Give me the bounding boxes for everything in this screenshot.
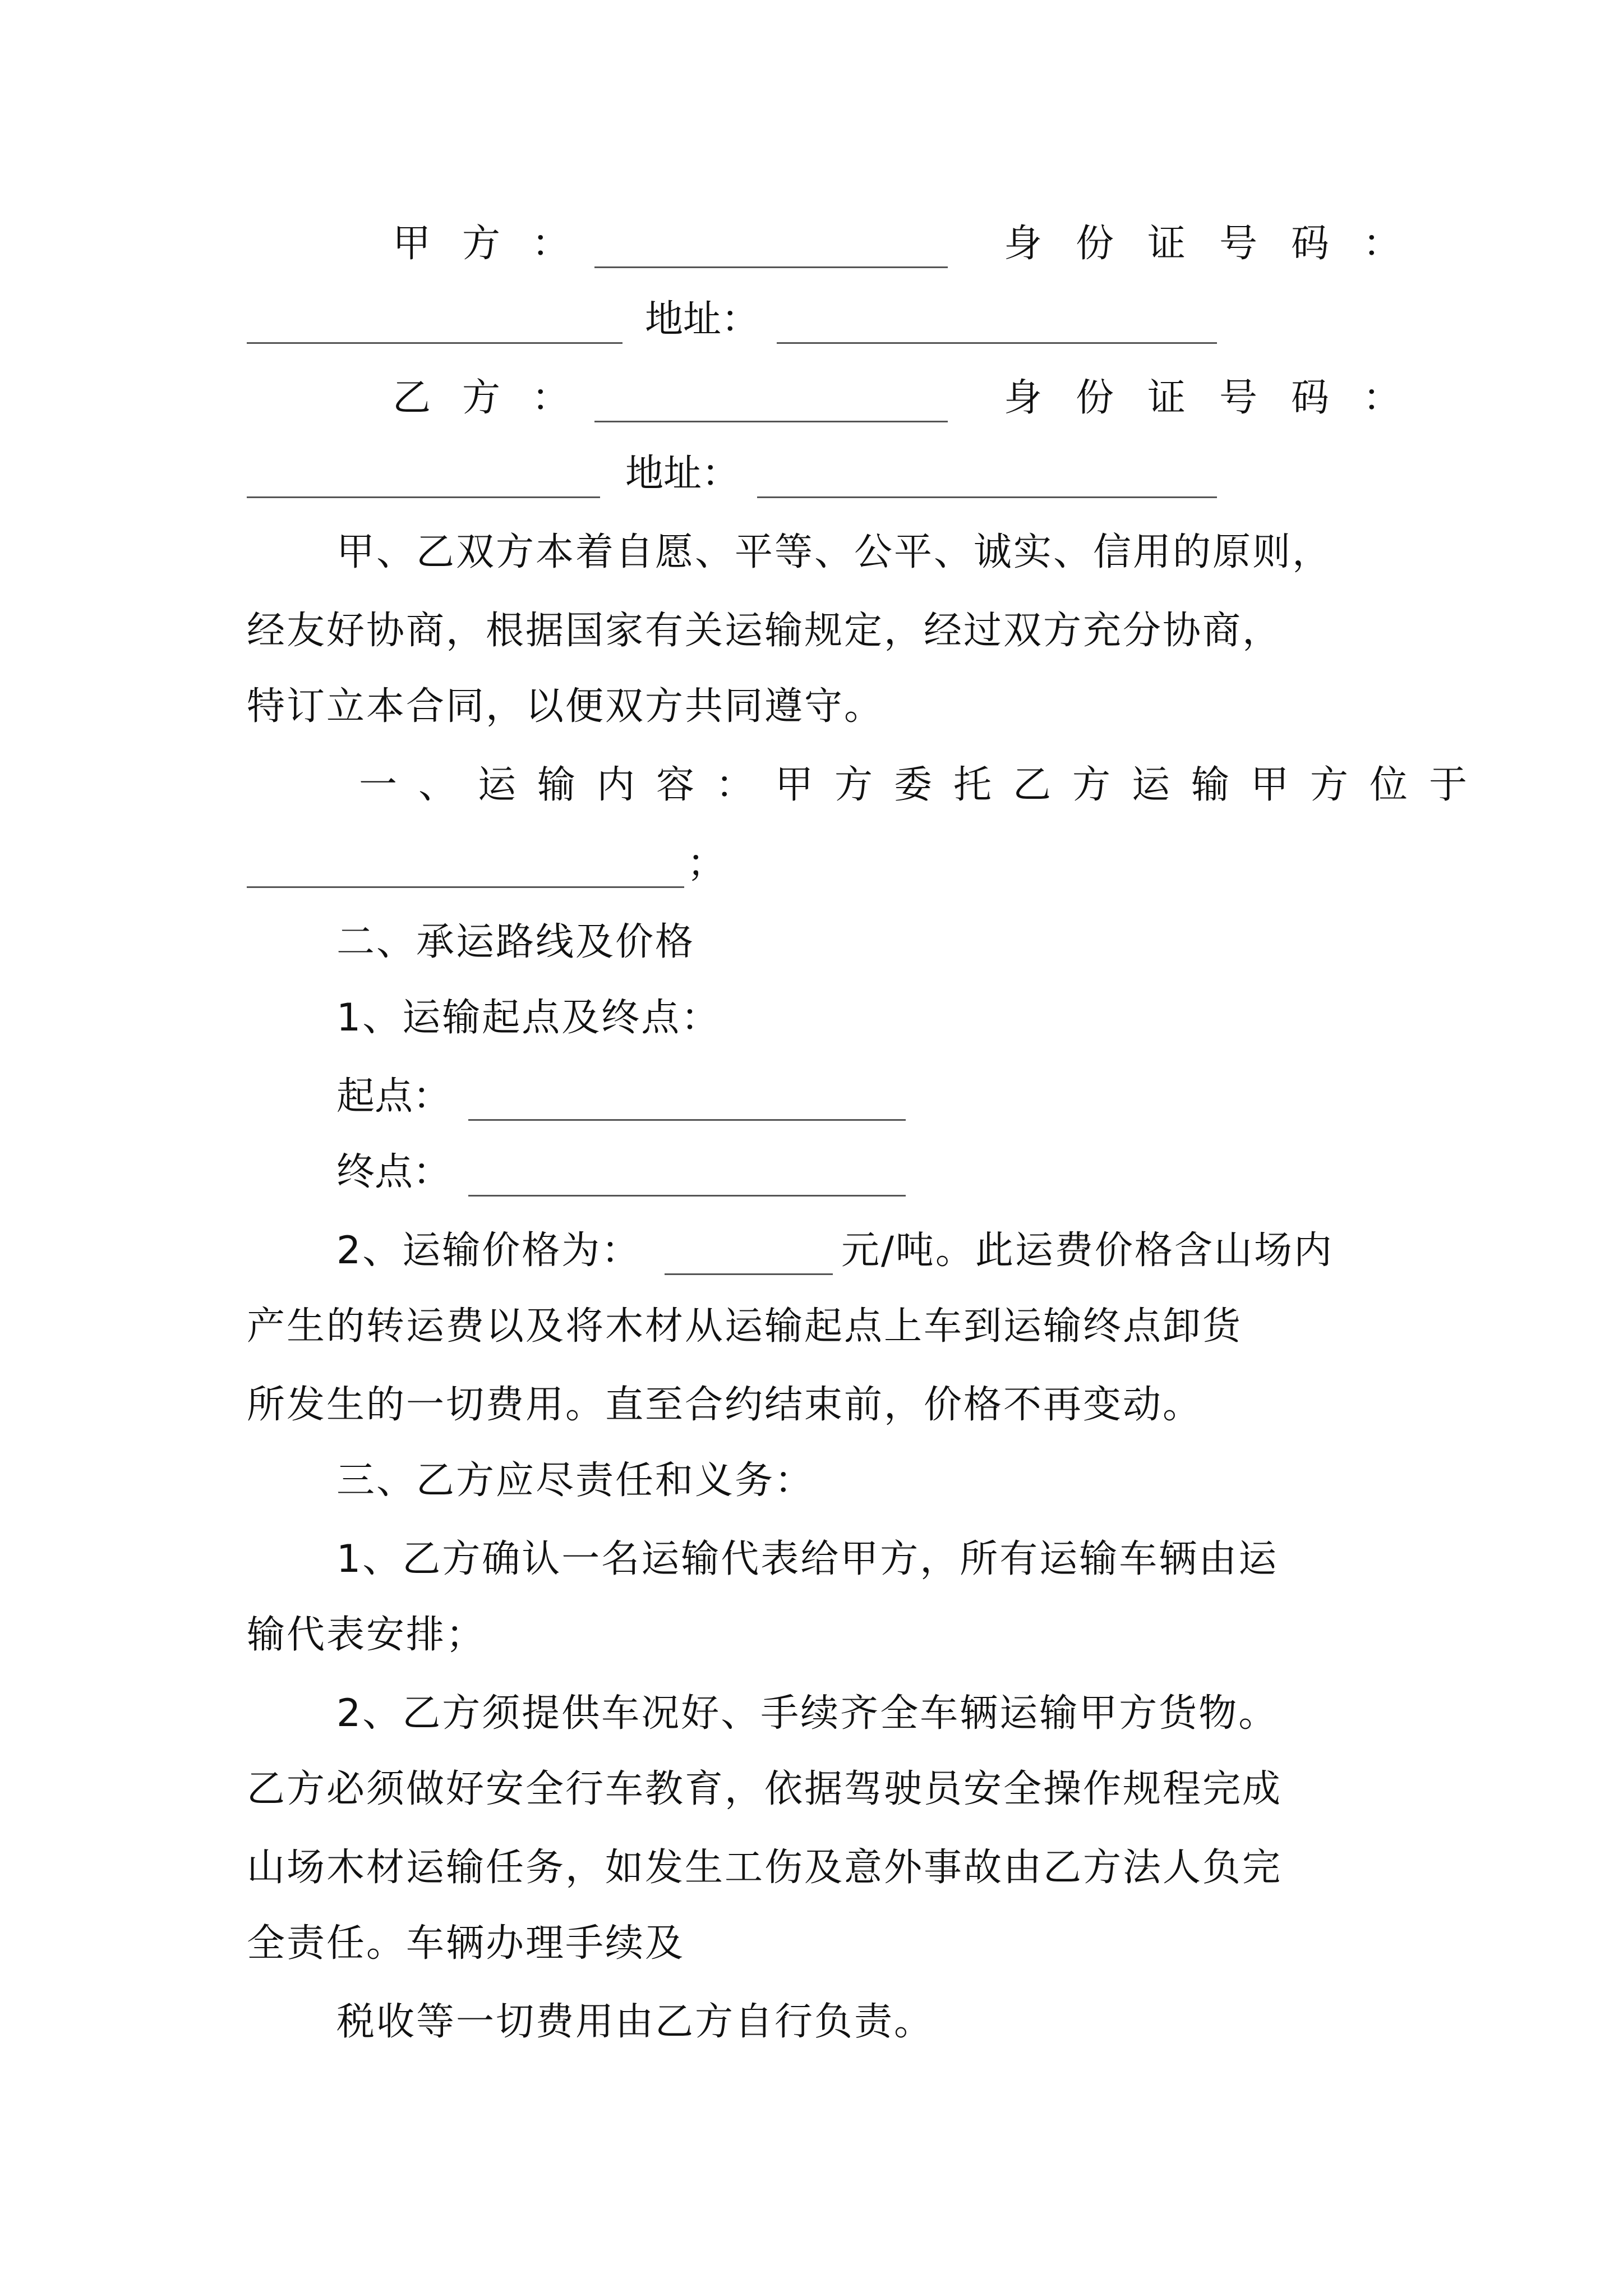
party-a-id-blank[interactable]	[247, 342, 623, 344]
price-blank[interactable]	[665, 1273, 833, 1275]
preamble-line-2: 经友好协商，根据国家有关运输规定，经过双方充分协商，	[247, 609, 1283, 653]
section2-title: 二、承运路线及价格	[336, 920, 695, 964]
section3-item2-line-3: 山场木材运输任务，如发生工伤及意外事故由乙方法人负完	[247, 1846, 1283, 1890]
end-point-line: 终点：	[0, 1133, 1623, 1212]
end-point-blank[interactable]	[468, 1195, 906, 1197]
section3-item1-line-1: 1、乙方确认一名运输代表给甲方，所有运输车辆由运	[336, 1537, 1279, 1581]
party-b-id-label: 身份证号码：	[1004, 376, 1435, 420]
section1-line-1: 一、运输内容：甲方委托乙方运输甲方位于	[359, 763, 1489, 807]
party-b-label: 乙方：	[393, 376, 602, 420]
party-a-name-blank[interactable]	[594, 266, 948, 268]
price-line-2: 产生的转运费以及将木材从运输起点上车到运输终点卸货	[247, 1304, 1243, 1349]
price-line-3: 所发生的一切费用。直至合约结束前，价格不再变动。	[247, 1383, 1203, 1427]
section3-item2-line-1: 2、乙方须提供车况好、手续齐全车辆运输甲方货物。	[336, 1691, 1279, 1736]
section3-item1-line-2: 输代表安排；	[247, 1613, 486, 1657]
section3-item2-line-4: 全责任。车辆办理手续及	[247, 1921, 685, 1966]
start-point-line: 起点：	[0, 1057, 1623, 1136]
party-a-address-label: 地址：	[645, 297, 760, 342]
party-a-line	[0, 205, 1623, 283]
party-a-address-blank[interactable]	[777, 342, 1217, 344]
preamble-line-3: 特订立本合同，以便双方共同遵守。	[247, 684, 884, 729]
cargo-location-blank[interactable]	[247, 886, 684, 888]
preamble-line-1: 甲、乙双方本着自愿、平等、公平、诚实、信用的原则，	[336, 530, 1332, 574]
section3-item2-line-2: 乙方必须做好安全行车教育，依据驾驶员安全操作规程完成	[247, 1767, 1283, 1811]
party-b-address-blank[interactable]	[757, 496, 1217, 498]
section2-item1: 1、运输起点及终点：	[336, 996, 721, 1040]
start-point-blank[interactable]	[468, 1119, 906, 1121]
section3-item2-line-5: 税收等一切费用由乙方自行负责。	[336, 2000, 934, 2044]
party-a-address-line	[0, 280, 1623, 359]
section1-line-2: ；	[0, 825, 1623, 903]
party-a-label: 甲方：	[393, 222, 602, 266]
party-b-id-blank[interactable]	[247, 496, 600, 498]
party-a-id-label: 身份证号码：	[1004, 222, 1435, 266]
price-line-1: 2、运输价格为： 元/吨。此运费价格含山场内	[0, 1212, 1623, 1290]
party-b-address-label: 地址：	[625, 452, 740, 496]
party-b-line	[0, 359, 1623, 438]
party-b-name-blank[interactable]	[594, 421, 948, 422]
section3-title: 三、乙方应尽责任和义务：	[336, 1458, 815, 1503]
party-b-address-line	[0, 435, 1623, 513]
